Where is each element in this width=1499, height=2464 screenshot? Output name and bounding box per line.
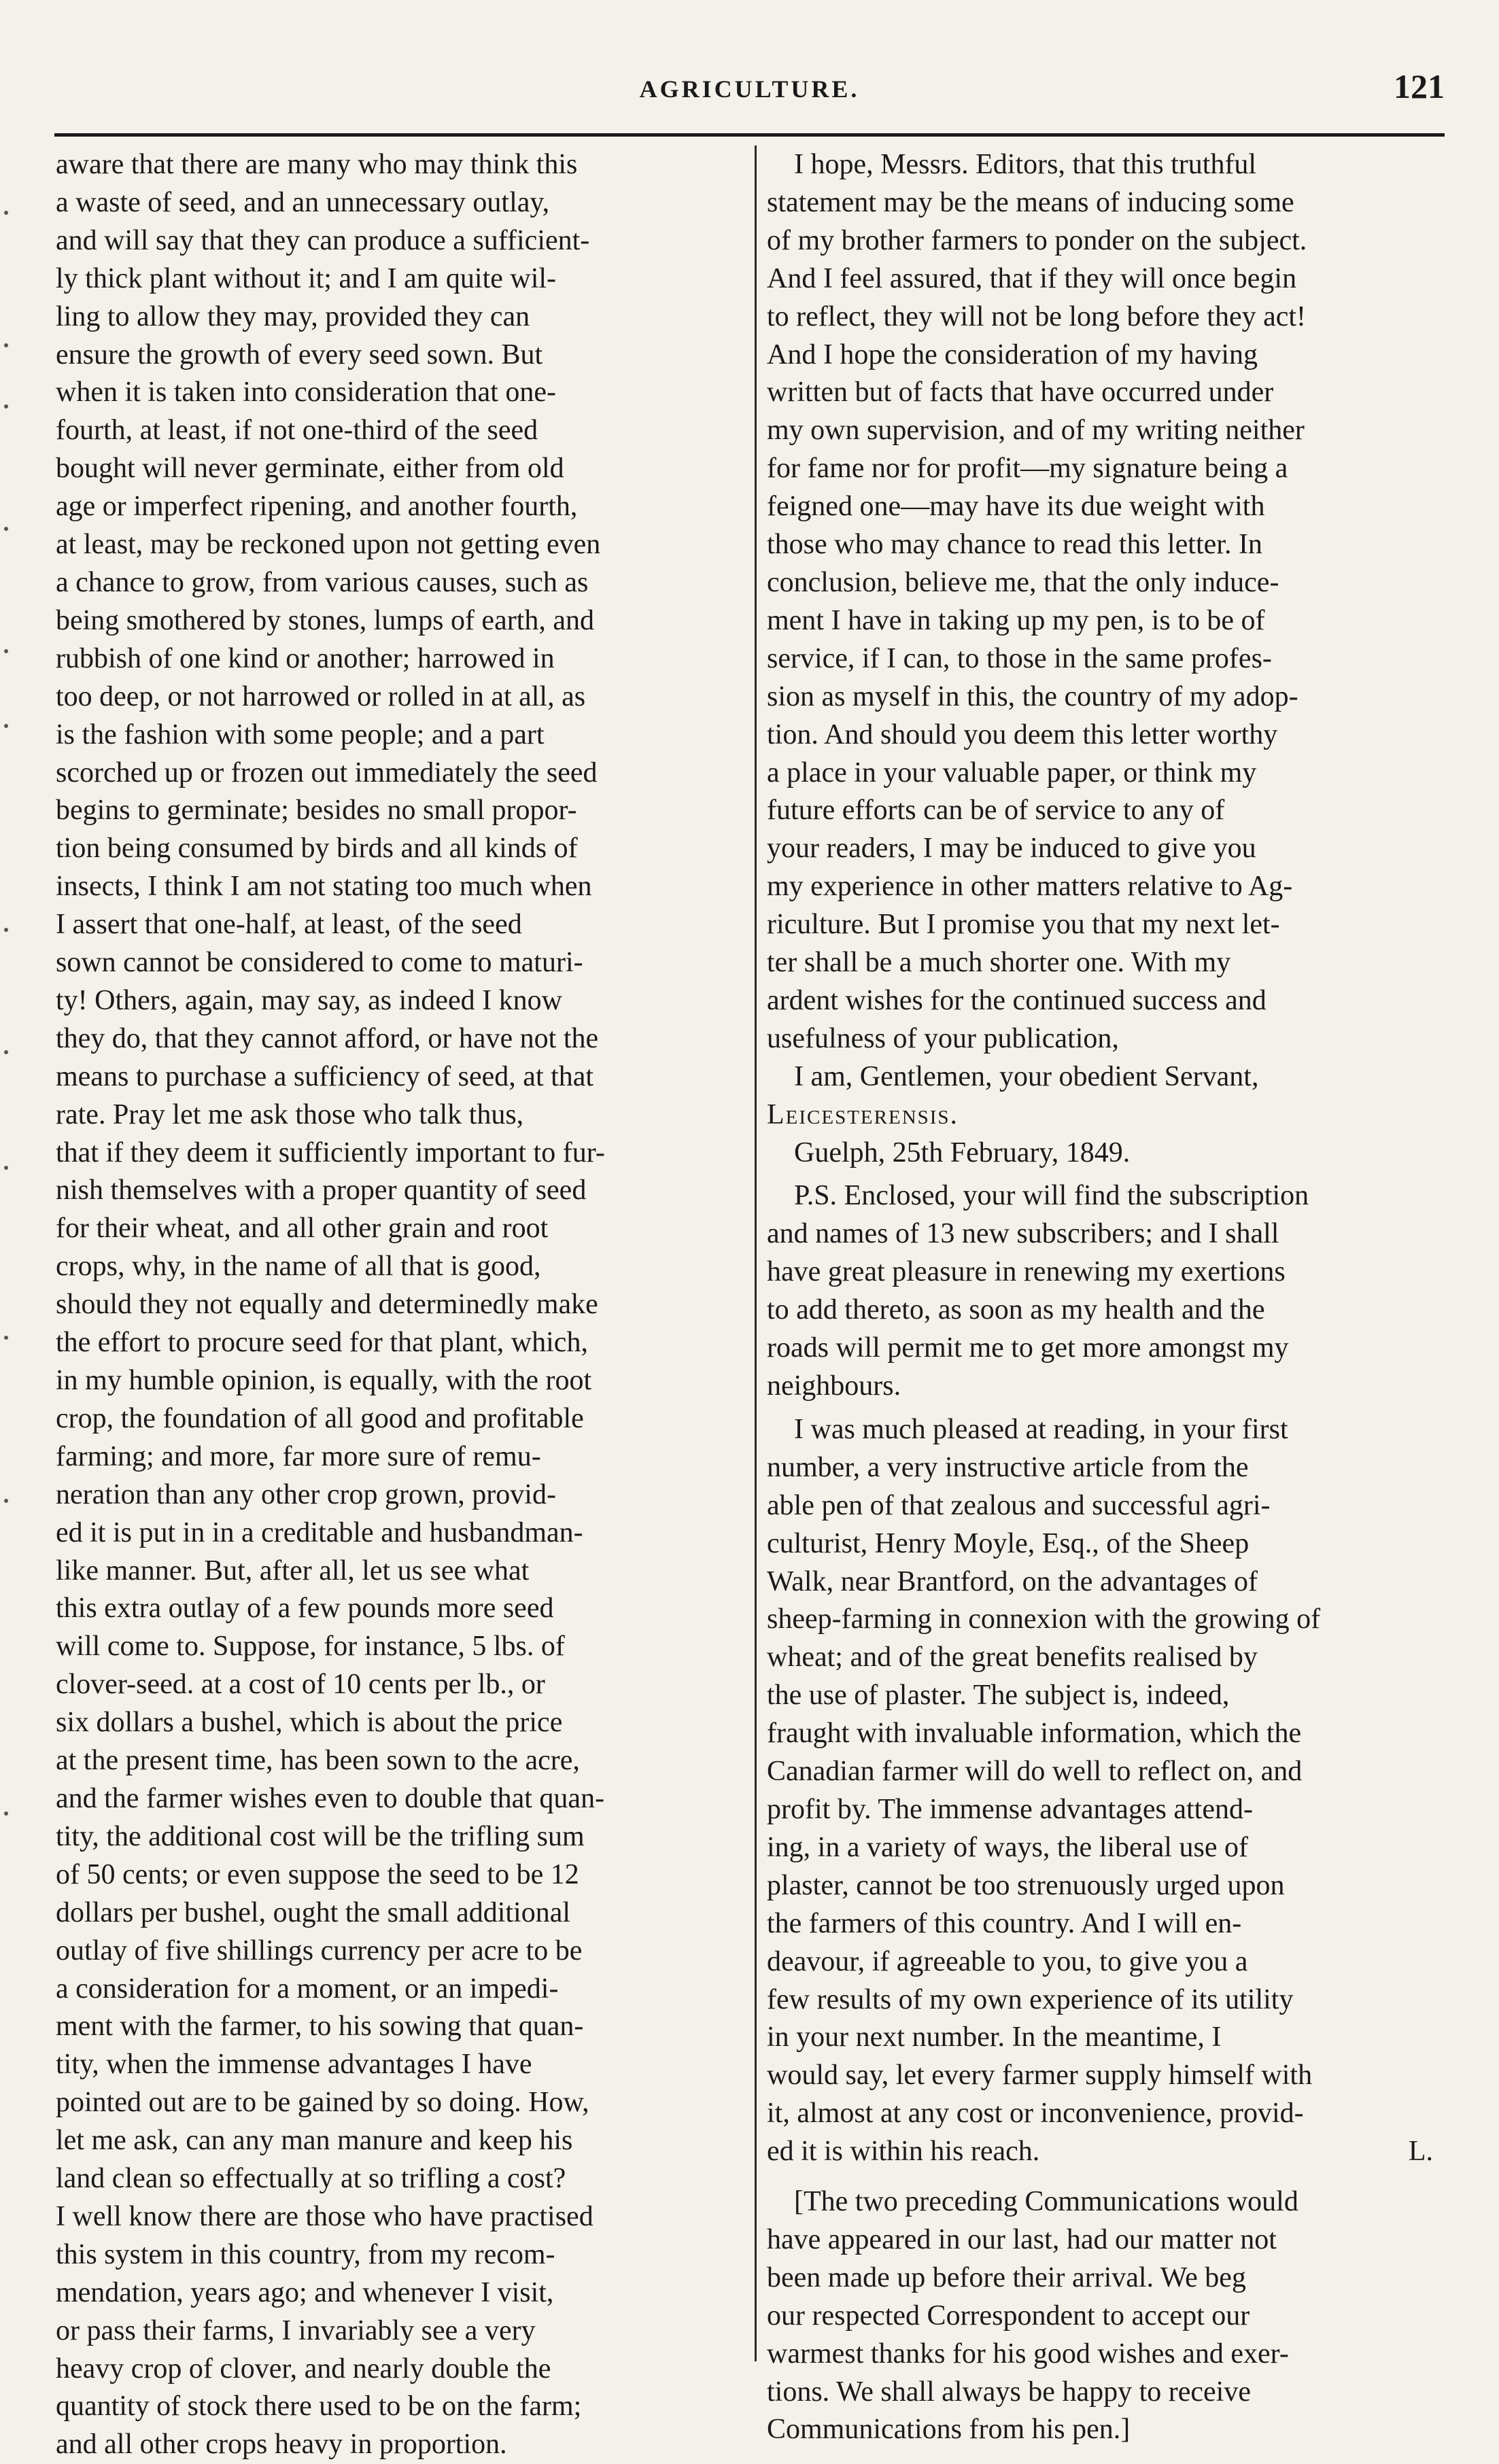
postscript xyxy=(767,1177,1447,1405)
text-line: I hope, Messrs. Editors, that this truthful xyxy=(794,149,1257,180)
text-line: And I feel assured, that if they will once begin xyxy=(767,262,1297,294)
text-line: scorched up or frozen out immediately the seed xyxy=(56,757,598,788)
text-line: I well know there are those who have practised xyxy=(56,2200,593,2232)
margin-speck xyxy=(4,649,8,653)
text-line: too deep, or not harrowed or rolled in at all, as xyxy=(56,680,586,712)
text-line: for fame nor for profit—my signature being a xyxy=(767,453,1288,485)
margin-speck xyxy=(4,1166,8,1170)
margin-speck xyxy=(4,211,8,215)
text-line: in your next number. In the meantime, I xyxy=(767,2021,1222,2053)
text-line: of my brother farmers to ponder on the subject. xyxy=(767,224,1307,256)
margin-speck xyxy=(4,928,8,932)
text-line: future efforts can be of service to any of xyxy=(767,795,1225,827)
page-number: 121 xyxy=(1394,67,1445,105)
text-line: Communications from his pen.] xyxy=(767,2414,1131,2446)
text-line: ment with the farmer, to his sowing that quan- xyxy=(56,2011,584,2043)
text-line: ling to allow they may, provided they can xyxy=(56,300,530,332)
text-line: wheat; and of the great benefits realised by xyxy=(767,1642,1258,1673)
text-line: this extra outlay of a few pounds more seed xyxy=(56,1593,554,1625)
text-line: neighbours. xyxy=(767,1370,901,1402)
text-line: plaster, cannot be too strenuously urged upon xyxy=(767,1869,1285,1901)
margin-speck xyxy=(4,1050,8,1054)
text-line: for their wheat, and all other grain and root xyxy=(56,1213,549,1245)
text-line: to add thereto, as soon as my health and the xyxy=(767,1294,1265,1326)
text-line: ed it is put in in a creditable and husbandman- xyxy=(56,1516,583,1548)
text-line: usefulness of your publication, xyxy=(767,1022,1119,1054)
margin-speck xyxy=(4,527,8,531)
text-line: a chance to grow, from various causes, such as xyxy=(56,566,589,598)
text-line: heavy crop of clover, and nearly double the xyxy=(56,2353,551,2384)
text-line: the use of plaster. The subject is, indeed, xyxy=(767,1680,1230,1712)
text-line: aware that there are many who may think this xyxy=(56,149,578,180)
text-line: number, a very instructive article from the xyxy=(767,1451,1249,1483)
text-line: have appeared in our last, had our matter not xyxy=(767,2223,1277,2255)
text-line: they do, that they cannot afford, or have not the xyxy=(56,1022,599,1054)
text-line: Walk, near Brantford, on the advantages of xyxy=(767,1565,1258,1597)
text-line: and will say that they can produce a sufficient- xyxy=(56,224,590,256)
text-line: crop, the foundation of all good and profitable xyxy=(56,1402,584,1434)
text-line: clover-seed. at a cost of 10 cents per lb., or xyxy=(56,1669,545,1701)
text-line: land clean so effectually at so trifling a cost? xyxy=(56,2163,566,2195)
text-line: will come to. Suppose, for instance, 5 lbs. of xyxy=(56,1631,565,1663)
text-line: roads will permit me to get more amongst my xyxy=(767,1332,1289,1364)
text-line: tions. We shall always be happy to receive xyxy=(767,2376,1251,2408)
text-line: in my humble opinion, is equally, with the root xyxy=(56,1365,592,1396)
column-divider xyxy=(755,145,757,2361)
margin-speck xyxy=(4,404,8,409)
text-line: dollars per bushel, ought the small additional xyxy=(56,1896,571,1928)
text-line: at least, may be reckoned upon not getting even xyxy=(56,529,601,561)
text-line: able pen of that zealous and successful agri- xyxy=(767,1489,1271,1521)
text-line: statement may be the means of inducing some xyxy=(767,186,1294,218)
text-line: ment I have in taking up my pen, is to be of xyxy=(767,604,1265,636)
text-line: I was much pleased at reading, in your first xyxy=(794,1413,1288,1445)
text-line: conclusion, believe me, that the only induce- xyxy=(767,566,1279,598)
page-header xyxy=(54,67,1445,114)
text-line: warmest thanks for his good wishes and exer- xyxy=(767,2338,1289,2370)
text-line: tion being consumed by birds and all kinds of xyxy=(56,833,578,865)
text-line: at the present time, has been sown to the acre, xyxy=(56,1745,580,1777)
text-line: outlay of five shillings currency per acre to be xyxy=(56,1934,583,1966)
text-line: I assert that one-half, at least, of the seed xyxy=(56,909,522,941)
text-line: sheep-farming in connexion with the growing of xyxy=(767,1603,1321,1635)
text-line: the farmers of this country. And I will en- xyxy=(767,1907,1242,1939)
text-line: been made up before their arrival. We beg xyxy=(767,2261,1246,2293)
text-line: or pass their farms, I invariably see a very xyxy=(56,2314,536,2346)
letter-signature: Leicesterensis. xyxy=(767,1098,959,1130)
text-line: those who may chance to read this letter. In xyxy=(767,529,1262,561)
text-line: should they not equally and determinedly make xyxy=(56,1289,598,1321)
text-line: ing, in a variety of ways, the liberal use of xyxy=(767,1831,1248,1863)
letter-body xyxy=(767,146,1447,1058)
text-line: feigned one—may have its due weight with xyxy=(767,491,1265,523)
text-line: sion as myself in this, the country of my adop- xyxy=(767,680,1298,712)
text-line: tion. And should you deem this letter worthy xyxy=(767,718,1278,750)
margin-speck xyxy=(4,343,8,347)
text-line: would say, let every farmer supply himself with xyxy=(767,2060,1313,2092)
text-line: ed it is within his reach. L. xyxy=(767,2133,1447,2171)
text-line: mendation, years ago; and whenever I visit, xyxy=(56,2276,554,2308)
text-line: your readers, I may be induced to give you xyxy=(767,833,1256,865)
text-line: service, if I can, to those in the same profes- xyxy=(767,642,1272,674)
author-initial: L. xyxy=(1408,2136,1433,2168)
text-line: is the fashion with some people; and a part xyxy=(56,718,545,750)
text-line: farming; and more, far more sure of remu- xyxy=(56,1440,541,1472)
margin-speck xyxy=(4,1336,8,1340)
text-line: ty! Others, again, may say, as indeed I know xyxy=(56,984,562,1016)
text-line: written but of facts that have occurred under xyxy=(767,377,1274,409)
text-line: being smothered by stones, lumps of earth, and xyxy=(56,604,595,636)
text-line: P.S. Enclosed, your will find the subscription xyxy=(794,1180,1309,1212)
text-line: rate. Pray let me ask those who talk thus, xyxy=(56,1098,524,1130)
text-line: nish themselves with a proper quantity of seed xyxy=(56,1175,587,1207)
text-line: my experience in other matters relative to Ag- xyxy=(767,871,1293,903)
text-line: neration than any other crop grown, provid- xyxy=(56,1478,556,1510)
text-line: ter shall be a much shorter one. With my xyxy=(767,947,1231,979)
text-line: to reflect, they will not be long before they act! xyxy=(767,300,1307,332)
text-line: a waste of seed, and an unnecessary outlay, xyxy=(56,186,550,218)
text-line: deavour, if agreeable to you, to give you a xyxy=(767,1945,1248,1977)
text-line: ly thick plant without it; and I am quite wil- xyxy=(56,262,557,294)
text-line: of 50 cents; or even suppose the seed to be 12 xyxy=(56,1858,579,1890)
text-line: it, almost at any cost or inconvenience, provid- xyxy=(767,2098,1304,2130)
text-line: [The two preceding Communications would xyxy=(794,2186,1298,2218)
text-line: the effort to procure seed for that plant, which, xyxy=(56,1327,588,1359)
text-line: a consideration for a moment, or an impedi- xyxy=(56,1973,559,2005)
second-letter xyxy=(767,1411,1447,2171)
text-line: have great pleasure in renewing my exertions xyxy=(767,1256,1286,1288)
text-line: pointed out are to be gained by so doing. How, xyxy=(56,2087,589,2119)
header-rule xyxy=(54,133,1445,137)
text-line: Canadian farmer will do well to reflect on, and xyxy=(767,1756,1303,1788)
running-head: AGRICULTURE. xyxy=(639,75,860,103)
editor-note xyxy=(767,2183,1447,2449)
left-column xyxy=(56,146,744,2464)
text-line: few results of my own experience of its utility xyxy=(767,1983,1294,2015)
text-line: six dollars a bushel, which is about the price xyxy=(56,1707,563,1739)
text-line: and all other crops heavy in proportion. xyxy=(56,2429,507,2461)
text-line: this system in this country, from my recom- xyxy=(56,2238,555,2270)
text-line: ardent wishes for the continued success and xyxy=(767,984,1267,1016)
text-line: tity, when the immense advantages I have xyxy=(56,2049,532,2081)
text-line: our respected Correspondent to accept our xyxy=(767,2300,1250,2331)
text-line: ensure the growth of every seed sown. But xyxy=(56,339,543,370)
text-line: means to purchase a sufficiency of seed, at that xyxy=(56,1060,594,1092)
text-line: tity, the additional cost will be the trifling sum xyxy=(56,1820,585,1852)
text-line: like manner. But, after all, let us see what xyxy=(56,1555,530,1586)
text-line: let me ask, can any man manure and keep his xyxy=(56,2125,573,2157)
text-line: a place in your valuable paper, or think my xyxy=(767,757,1257,788)
text-line: age or imperfect ripening, and another fourth, xyxy=(56,491,578,523)
text-line: and names of 13 new subscribers; and I shall xyxy=(767,1218,1279,1250)
letter-closing: I am, Gentlemen, your obedient Servant, xyxy=(794,1060,1259,1092)
text-line: my own supervision, and of my writing neither xyxy=(767,415,1305,447)
text-line: insects, I think I am not stating too much when xyxy=(56,871,592,903)
text-line: that if they deem it sufficiently important to fur- xyxy=(56,1136,605,1168)
text-line: crops, why, in the name of all that is good, xyxy=(56,1251,541,1283)
text-line: when it is taken into consideration that one- xyxy=(56,377,556,409)
text-line: And I hope the consideration of my having xyxy=(767,339,1258,370)
text-line: and the farmer wishes even to double that quan- xyxy=(56,1782,605,1814)
text-line: culturist, Henry Moyle, Esq., of the Sheep xyxy=(767,1527,1250,1559)
text-line: rubbish of one kind or another; harrowed in xyxy=(56,642,555,674)
text-line: bought will never germinate, either from old xyxy=(56,453,564,485)
margin-speck xyxy=(4,724,8,728)
text-line: quantity of stock there used to be on the farm; xyxy=(56,2391,582,2423)
text-line: fraught with invaluable information, which the xyxy=(767,1718,1302,1750)
right-column xyxy=(767,146,1447,2449)
letter-dateline: Guelph, 25th February, 1849. xyxy=(794,1136,1131,1168)
left-column-text xyxy=(56,146,744,2464)
margin-marks xyxy=(0,146,14,2321)
text-line: sown cannot be considered to come to maturi- xyxy=(56,947,583,979)
text-line: begins to germinate; besides no small propor- xyxy=(56,795,577,827)
text-line: profit by. The immense advantages attend- xyxy=(767,1793,1253,1825)
text-line: fourth, at least, if not one-third of the seed xyxy=(56,415,538,447)
margin-speck xyxy=(4,1499,8,1503)
margin-speck xyxy=(4,1811,8,1816)
text-line: riculture. But I promise you that my next let- xyxy=(767,909,1280,941)
